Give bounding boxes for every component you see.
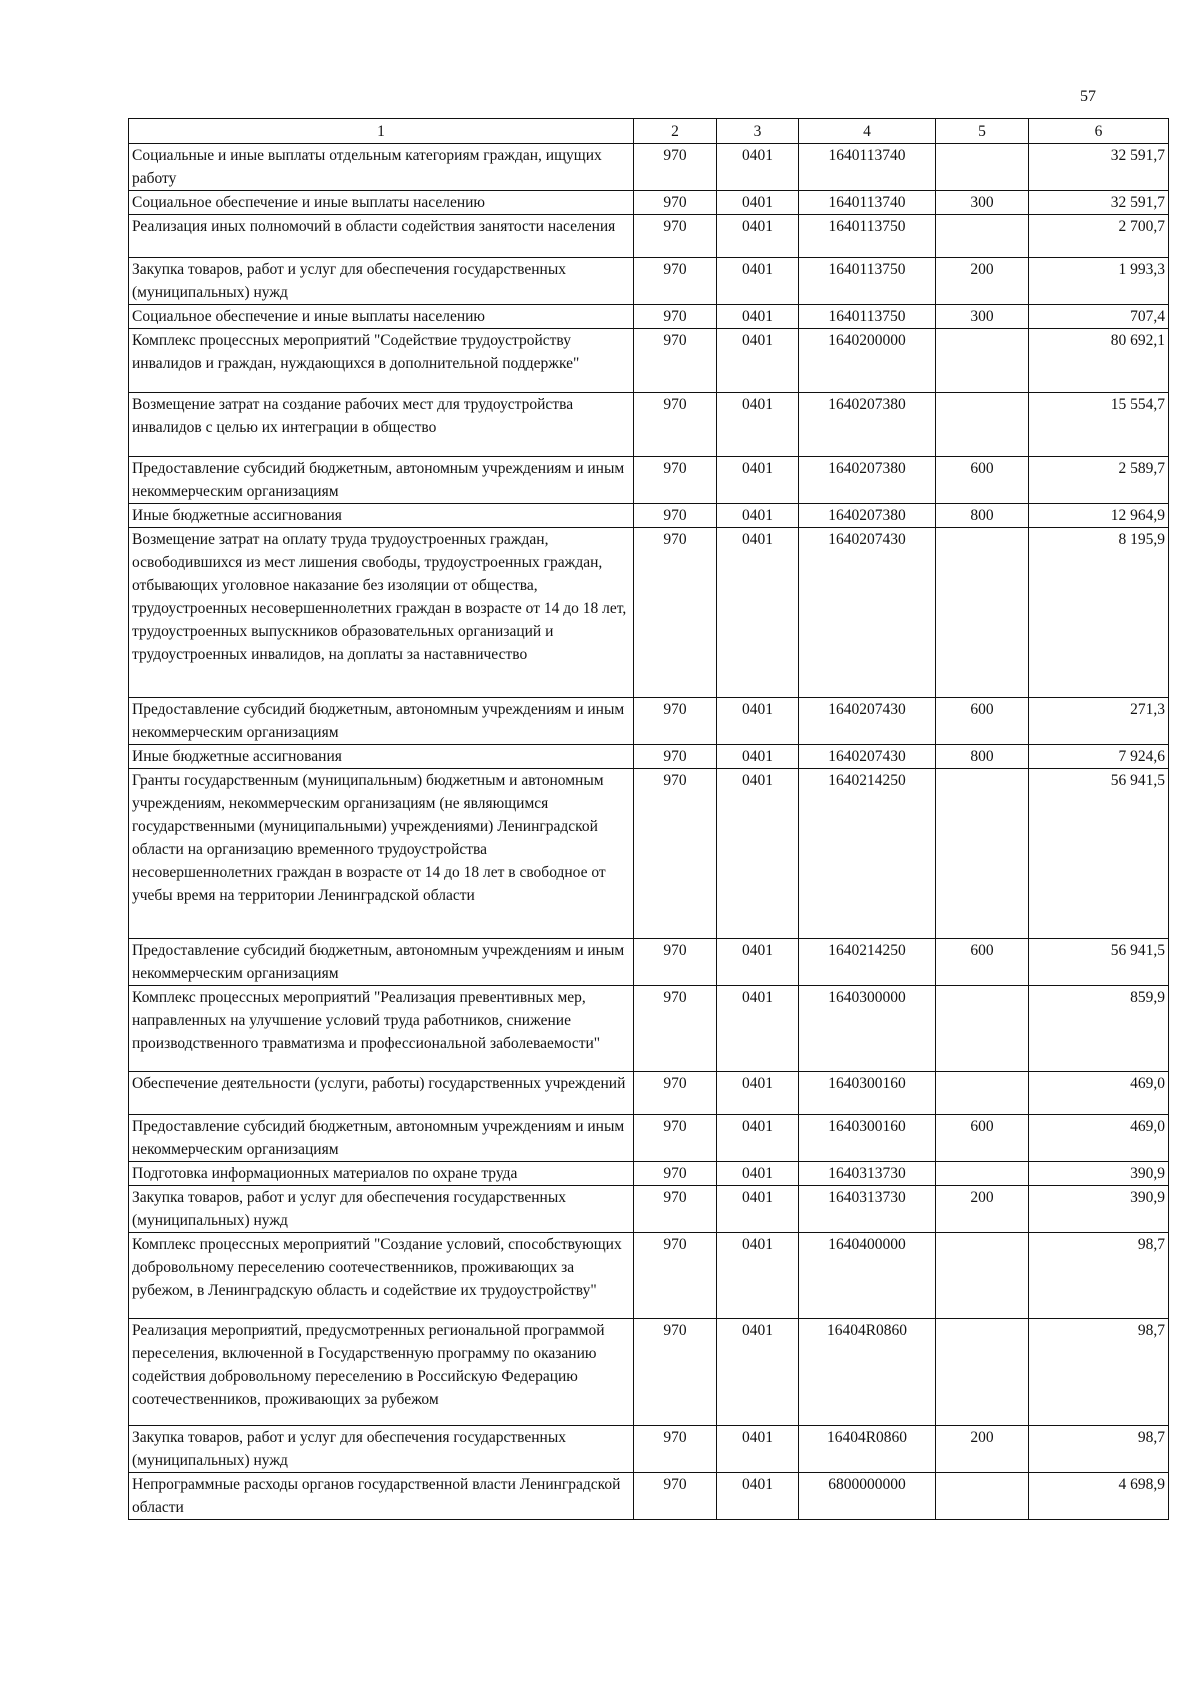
row-ministry-cell: 970 <box>634 698 717 745</box>
row-type-cell <box>936 986 1029 1072</box>
table-row <box>129 1426 1169 1473</box>
row-name-cell: Предоставление субсидий бюджетным, автономным учреждениям и иным некоммерческим организациям <box>129 698 634 745</box>
row-section-cell: 0401 <box>717 528 799 698</box>
row-ministry-cell: 970 <box>634 1426 717 1473</box>
row-name-cell: Реализация мероприятий, предусмотренных региональной программой переселения, включенной в Государственную программу по оказанию содействия добровольному переселению в Российскую Федерацию соотечественников, проживающих за рубежом <box>129 1319 634 1426</box>
row-name-cell: Социальное обеспечение и иные выплаты населению <box>129 191 634 215</box>
row-ministry-cell: 970 <box>634 393 717 457</box>
table-row <box>129 329 1169 393</box>
row-type-cell <box>936 329 1029 393</box>
row-name-cell: Гранты государственным (муниципальным) бюджетным и автономным учреждениям, некоммерческим организациям (не являющимся государственными (муниципальными) учреждениями) Ленинградской области на организацию временного трудоустройства несовершеннолетних граждан в возрасте от 14 до 18 лет в свободное от учебы время на территории Ленинградской области <box>129 769 634 939</box>
row-sum-cell: 469,0 <box>1029 1115 1169 1162</box>
row-ministry-cell: 970 <box>634 1473 717 1520</box>
row-target-cell: 1640113740 <box>799 144 936 191</box>
table-row <box>129 1186 1169 1233</box>
row-name-cell: Закупка товаров, работ и услуг для обеспечения государственных (муниципальных) нужд <box>129 1186 634 1233</box>
table-row <box>129 528 1169 698</box>
row-section-cell: 0401 <box>717 457 799 504</box>
row-type-cell <box>936 1473 1029 1520</box>
table-row <box>129 215 1169 258</box>
row-section-cell: 0401 <box>717 144 799 191</box>
row-type-cell <box>936 215 1029 258</box>
row-target-cell: 1640300160 <box>799 1115 936 1162</box>
row-target-cell: 1640300000 <box>799 986 936 1072</box>
row-sum-cell: 7 924,6 <box>1029 745 1169 769</box>
row-section-cell: 0401 <box>717 1473 799 1520</box>
row-section-cell: 0401 <box>717 504 799 528</box>
row-type-cell: 300 <box>936 305 1029 329</box>
row-name-cell: Предоставление субсидий бюджетным, автономным учреждениям и иным некоммерческим организациям <box>129 457 634 504</box>
row-target-cell: 1640200000 <box>799 329 936 393</box>
row-sum-cell: 80 692,1 <box>1029 329 1169 393</box>
table-row <box>129 745 1169 769</box>
row-type-cell: 200 <box>936 258 1029 305</box>
row-ministry-cell: 970 <box>634 144 717 191</box>
row-section-cell: 0401 <box>717 769 799 939</box>
row-type-cell: 600 <box>936 698 1029 745</box>
row-sum-cell: 56 941,5 <box>1029 939 1169 986</box>
row-sum-cell: 707,4 <box>1029 305 1169 329</box>
row-section-cell: 0401 <box>717 698 799 745</box>
row-section-cell: 0401 <box>717 191 799 215</box>
row-target-cell: 16404R0860 <box>799 1319 936 1426</box>
table-row <box>129 191 1169 215</box>
row-section-cell: 0401 <box>717 986 799 1072</box>
table-row <box>129 1473 1169 1520</box>
row-sum-cell: 12 964,9 <box>1029 504 1169 528</box>
row-name-cell: Социальные и иные выплаты отдельным категориям граждан, ищущих работу <box>129 144 634 191</box>
header-col-5: 5 <box>936 119 1029 144</box>
row-sum-cell: 390,9 <box>1029 1186 1169 1233</box>
row-name-cell: Обеспечение деятельности (услуги, работы) государственных учреждений <box>129 1072 634 1115</box>
row-name-cell: Комплекс процессных мероприятий "Реализация превентивных мер, направленных на улучшение условий труда работников, снижение производственного травматизма и профессиональной заболеваемости" <box>129 986 634 1072</box>
row-sum-cell: 32 591,7 <box>1029 144 1169 191</box>
header-col-4: 4 <box>799 119 936 144</box>
header-col-6: 6 <box>1029 119 1169 144</box>
row-name-cell: Социальное обеспечение и иные выплаты населению <box>129 305 634 329</box>
row-target-cell: 1640207380 <box>799 457 936 504</box>
header-col-1: 1 <box>129 119 634 144</box>
row-sum-cell: 2 589,7 <box>1029 457 1169 504</box>
table-row <box>129 457 1169 504</box>
row-target-cell: 1640207380 <box>799 504 936 528</box>
row-sum-cell: 859,9 <box>1029 986 1169 1072</box>
row-target-cell: 1640113740 <box>799 191 936 215</box>
row-target-cell: 1640214250 <box>799 939 936 986</box>
row-type-cell: 200 <box>936 1426 1029 1473</box>
row-ministry-cell: 970 <box>634 1162 717 1186</box>
row-name-cell: Непрограммные расходы органов государственной власти Ленинградской области <box>129 1473 634 1520</box>
row-ministry-cell: 970 <box>634 528 717 698</box>
row-ministry-cell: 970 <box>634 215 717 258</box>
row-target-cell: 1640207380 <box>799 393 936 457</box>
table-row <box>129 986 1169 1072</box>
row-type-cell: 600 <box>936 939 1029 986</box>
table-row <box>129 393 1169 457</box>
row-section-cell: 0401 <box>717 258 799 305</box>
row-type-cell: 200 <box>936 1186 1029 1233</box>
table-body <box>129 144 1169 1520</box>
row-ministry-cell: 970 <box>634 1319 717 1426</box>
row-target-cell: 1640113750 <box>799 215 936 258</box>
row-target-cell: 1640313730 <box>799 1186 936 1233</box>
row-name-cell: Иные бюджетные ассигнования <box>129 504 634 528</box>
row-target-cell: 1640207430 <box>799 698 936 745</box>
row-name-cell: Комплекс процессных мероприятий "Содействие трудоустройству инвалидов и граждан, нуждающихся в дополнительной поддержке" <box>129 329 634 393</box>
row-target-cell: 1640207430 <box>799 745 936 769</box>
table-row <box>129 305 1169 329</box>
row-target-cell: 1640207430 <box>799 528 936 698</box>
table-row <box>129 1233 1169 1319</box>
row-name-cell: Закупка товаров, работ и услуг для обеспечения государственных (муниципальных) нужд <box>129 258 634 305</box>
row-ministry-cell: 970 <box>634 1233 717 1319</box>
row-section-cell: 0401 <box>717 745 799 769</box>
row-ministry-cell: 970 <box>634 329 717 393</box>
row-name-cell: Возмещение затрат на создание рабочих мест для трудоустройства инвалидов с целью их интеграции в общество <box>129 393 634 457</box>
row-target-cell: 1640313730 <box>799 1162 936 1186</box>
row-type-cell <box>936 528 1029 698</box>
row-ministry-cell: 970 <box>634 1072 717 1115</box>
row-ministry-cell: 970 <box>634 745 717 769</box>
table-row <box>129 769 1169 939</box>
row-name-cell: Возмещение затрат на оплату труда трудоустроенных граждан, освободившихся из мест лишения свободы, трудоустроенных граждан, отбывающих уголовное наказание без изоляции от общества, трудоустроенных несовершеннолетних граждан в возрасте от 14 до 18 лет, трудоустроенных выпускников образовательных организаций и трудоустроенных инвалидов, на доплаты за наставничество <box>129 528 634 698</box>
row-section-cell: 0401 <box>717 939 799 986</box>
table-row <box>129 1162 1169 1186</box>
row-type-cell <box>936 1072 1029 1115</box>
row-ministry-cell: 970 <box>634 986 717 1072</box>
row-sum-cell: 469,0 <box>1029 1072 1169 1115</box>
table-row <box>129 1072 1169 1115</box>
row-name-cell: Подготовка информационных материалов по охране труда <box>129 1162 634 1186</box>
row-sum-cell: 98,7 <box>1029 1426 1169 1473</box>
row-section-cell: 0401 <box>717 1319 799 1426</box>
row-section-cell: 0401 <box>717 1115 799 1162</box>
row-section-cell: 0401 <box>717 393 799 457</box>
table-row <box>129 504 1169 528</box>
row-ministry-cell: 970 <box>634 258 717 305</box>
row-sum-cell: 1 993,3 <box>1029 258 1169 305</box>
row-type-cell <box>936 769 1029 939</box>
header-col-2: 2 <box>634 119 717 144</box>
row-section-cell: 0401 <box>717 215 799 258</box>
budget-table <box>128 118 1169 1520</box>
row-ministry-cell: 970 <box>634 457 717 504</box>
row-sum-cell: 32 591,7 <box>1029 191 1169 215</box>
row-sum-cell: 390,9 <box>1029 1162 1169 1186</box>
page-number: 57 <box>1080 88 1096 105</box>
row-name-cell: Закупка товаров, работ и услуг для обеспечения государственных (муниципальных) нужд <box>129 1426 634 1473</box>
row-sum-cell: 8 195,9 <box>1029 528 1169 698</box>
row-name-cell: Комплекс процессных мероприятий "Создание условий, способствующих добровольному переселению соотечественников, проживающих за рубежом, в Ленинградскую область и содействие их трудоустройству" <box>129 1233 634 1319</box>
row-target-cell: 16404R0860 <box>799 1426 936 1473</box>
row-sum-cell: 56 941,5 <box>1029 769 1169 939</box>
row-sum-cell: 4 698,9 <box>1029 1473 1169 1520</box>
row-section-cell: 0401 <box>717 1233 799 1319</box>
row-target-cell: 1640300160 <box>799 1072 936 1115</box>
table-header-row <box>129 119 1169 144</box>
table-row <box>129 1115 1169 1162</box>
table-row <box>129 1319 1169 1426</box>
row-ministry-cell: 970 <box>634 305 717 329</box>
row-section-cell: 0401 <box>717 1162 799 1186</box>
row-target-cell: 1640214250 <box>799 769 936 939</box>
row-ministry-cell: 970 <box>634 1186 717 1233</box>
header-col-3: 3 <box>717 119 799 144</box>
row-target-cell: 1640113750 <box>799 305 936 329</box>
row-type-cell: 600 <box>936 1115 1029 1162</box>
row-type-cell: 800 <box>936 504 1029 528</box>
row-sum-cell: 271,3 <box>1029 698 1169 745</box>
row-sum-cell: 98,7 <box>1029 1319 1169 1426</box>
row-ministry-cell: 970 <box>634 939 717 986</box>
row-type-cell: 800 <box>936 745 1029 769</box>
row-target-cell: 6800000000 <box>799 1473 936 1520</box>
table-row <box>129 698 1169 745</box>
row-type-cell <box>936 1162 1029 1186</box>
table-row <box>129 144 1169 191</box>
row-sum-cell: 2 700,7 <box>1029 215 1169 258</box>
row-name-cell: Реализация иных полномочий в области содействия занятости населения <box>129 215 634 258</box>
row-ministry-cell: 970 <box>634 504 717 528</box>
row-sum-cell: 15 554,7 <box>1029 393 1169 457</box>
row-target-cell: 1640400000 <box>799 1233 936 1319</box>
row-type-cell <box>936 144 1029 191</box>
row-ministry-cell: 970 <box>634 769 717 939</box>
row-section-cell: 0401 <box>717 305 799 329</box>
row-target-cell: 1640113750 <box>799 258 936 305</box>
table-row <box>129 258 1169 305</box>
row-type-cell <box>936 393 1029 457</box>
row-section-cell: 0401 <box>717 1426 799 1473</box>
row-section-cell: 0401 <box>717 329 799 393</box>
row-name-cell: Иные бюджетные ассигнования <box>129 745 634 769</box>
row-sum-cell: 98,7 <box>1029 1233 1169 1319</box>
row-section-cell: 0401 <box>717 1072 799 1115</box>
row-type-cell <box>936 1319 1029 1426</box>
row-type-cell <box>936 1233 1029 1319</box>
table-row <box>129 939 1169 986</box>
row-type-cell: 300 <box>936 191 1029 215</box>
row-ministry-cell: 970 <box>634 1115 717 1162</box>
row-name-cell: Предоставление субсидий бюджетным, автономным учреждениям и иным некоммерческим организациям <box>129 1115 634 1162</box>
row-type-cell: 600 <box>936 457 1029 504</box>
row-ministry-cell: 970 <box>634 191 717 215</box>
row-section-cell: 0401 <box>717 1186 799 1233</box>
row-name-cell: Предоставление субсидий бюджетным, автономным учреждениям и иным некоммерческим организациям <box>129 939 634 986</box>
